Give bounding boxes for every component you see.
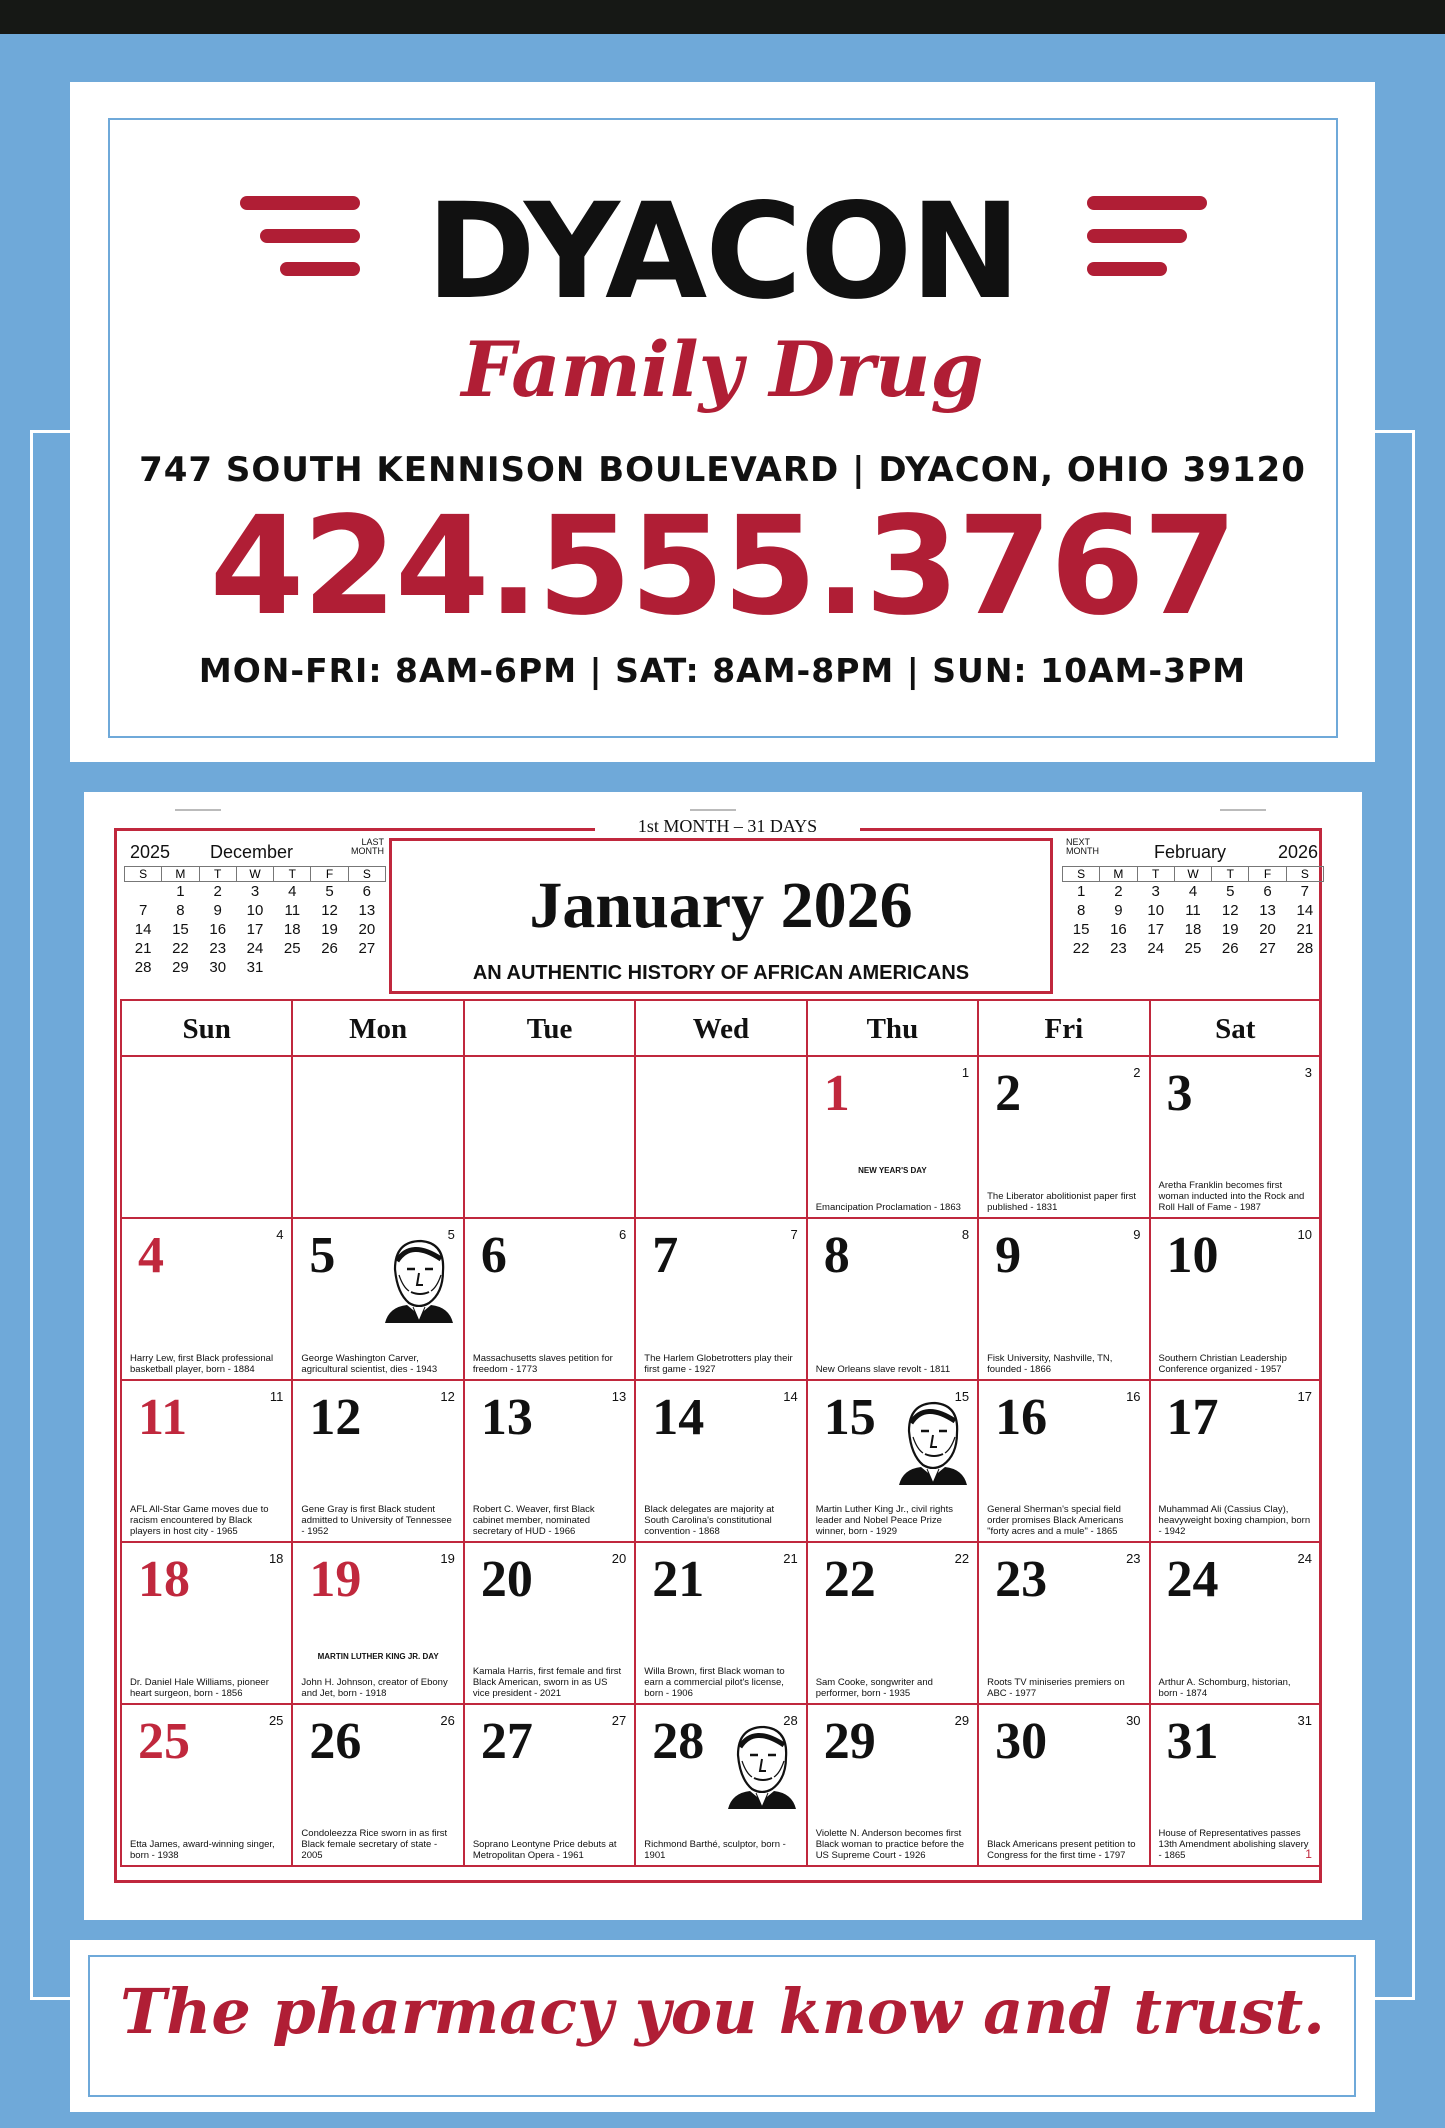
calendar-grid (120, 999, 1320, 1867)
day-number-small: 13 (611, 1389, 627, 1404)
mini-prev-day: 5 (325, 883, 334, 900)
weekday-wed: Wed (634, 999, 807, 1057)
mini-prev-weekday: S (348, 867, 385, 882)
day-cell-17 (1149, 1379, 1322, 1543)
day-number-small: 15 (954, 1389, 970, 1404)
store-hours: MON-FRI: 8AM-6PM | SAT: 8AM-8PM | SUN: 10AM-3PM (198, 651, 1247, 690)
day-number-small: 19 (440, 1551, 455, 1566)
mini-next-day: 24 (1147, 940, 1165, 957)
history-note: Martin Luther King Jr., civil rights leader and Nobel Peace Prize winner, born - 1929 (815, 1504, 953, 1537)
mini-next-day: 14 (1296, 902, 1314, 919)
mini-next-day: 28 (1296, 940, 1314, 957)
empty-day-cell (463, 1055, 636, 1219)
day-number-small: 9 (1133, 1227, 1141, 1242)
history-note: Massachusetts slaves petition for freedom - 1773 (472, 1353, 613, 1375)
mini-next-day: 12 (1221, 902, 1239, 919)
day-number: 14 (652, 1389, 705, 1446)
mini-prev-weekday: M (162, 867, 199, 882)
day-number-small: 30 (1126, 1713, 1141, 1728)
mini-prev-day: 22 (172, 940, 189, 957)
day-cell-3 (1149, 1055, 1322, 1219)
day-number: 25 (138, 1713, 190, 1770)
mini-next-day: 18 (1184, 921, 1202, 938)
mini-next-week (1063, 920, 1324, 939)
day-number-small: 20 (611, 1551, 627, 1566)
day-number: 11 (138, 1389, 188, 1446)
mini-next-week (1063, 939, 1324, 958)
mini-next-weekday: F (1249, 867, 1286, 882)
mini-calendar-next (1062, 838, 1324, 990)
day-number: 26 (309, 1713, 362, 1770)
mini-prev-day: 30 (209, 959, 227, 976)
weekday-header-row (120, 999, 1320, 1057)
store-address: 747 SOUTH KENNISON BOULEVARD | DYACON, OHIO 39120 (139, 450, 1306, 490)
history-note: AFL All-Star Game moves due to racism encountered by Black players in host city - 1965 (130, 1504, 269, 1537)
history-note: Sam Cooke, songwriter and performer, born - 1935 (815, 1677, 933, 1699)
day-cell-21 (634, 1541, 807, 1705)
empty-day-cell (634, 1055, 807, 1219)
mini-next-day: 20 (1259, 921, 1276, 938)
weekday-sat: Sat (1149, 999, 1322, 1057)
mini-prev-weekday: T (274, 867, 311, 882)
history-note: Richmond Barthé, sculptor, born - 1901 (644, 1839, 786, 1861)
day-cell-29 (806, 1703, 979, 1867)
day-number: 21 (652, 1551, 705, 1608)
mini-prev-day: 11 (284, 902, 301, 919)
mini-prev-day: 13 (358, 902, 376, 919)
mini-prev-day: 8 (176, 902, 185, 919)
day-number: 5 (309, 1227, 336, 1284)
history-note: Southern Christian Leadership Conference organized - 1957 (1158, 1353, 1287, 1375)
mini-prev-day: 15 (172, 921, 189, 938)
day-cell-28 (634, 1703, 807, 1867)
day-cell-5 (291, 1217, 464, 1381)
mini-prev-weekday: T (199, 867, 236, 882)
day-number-small: 8 (961, 1227, 970, 1242)
day-number-small: 17 (1297, 1389, 1312, 1404)
phone-number: 424.555.3767 (209, 488, 1236, 646)
mini-prev-day: 18 (283, 921, 301, 938)
hanger-mark (690, 809, 736, 811)
mini-prev-day: 31 (246, 959, 264, 976)
day-number: 6 (480, 1227, 507, 1284)
mini-prev-day: 29 (172, 959, 189, 976)
history-note: Soprano Leontyne Price debuts at Metropolitan Opera - 1961 (472, 1839, 617, 1861)
day-number: 16 (995, 1389, 1048, 1446)
history-note: Black delegates are majority at South Carolina's constitutional convention - 1868 (644, 1504, 775, 1537)
page-number: 1 (1305, 1847, 1312, 1861)
day-number: 10 (1166, 1227, 1219, 1284)
mini-prev-week (125, 958, 386, 977)
day-number: 7 (652, 1227, 679, 1284)
mini-next-weekday: T (1137, 867, 1174, 882)
day-cell-2 (977, 1055, 1150, 1219)
day-number-small: 21 (783, 1551, 798, 1566)
tagline: The pharmacy you know and trust. (120, 1975, 1325, 2048)
day-cell-20 (463, 1541, 636, 1705)
mini-next-year: 2026 (1277, 842, 1318, 862)
mini-prev-week (125, 882, 386, 902)
day-number-small: 29 (954, 1713, 970, 1728)
weekday-thu: Thu (806, 999, 979, 1057)
mini-next-week (1063, 901, 1324, 920)
mini-prev-day: 24 (246, 940, 264, 957)
day-number-small: 5 (447, 1227, 455, 1242)
week-row (120, 1055, 1320, 1219)
day-number: 4 (138, 1227, 164, 1284)
mini-next-day: 21 (1296, 921, 1314, 938)
day-number: 8 (823, 1227, 850, 1284)
weekday-sun: Sun (120, 999, 293, 1057)
history-note: The Liberator abolitionist paper first published - 1831 (987, 1191, 1137, 1213)
mini-prev-day: 6 (362, 883, 372, 900)
mini-next-week (1063, 882, 1324, 902)
mini-next-day: 19 (1221, 921, 1239, 938)
mini-prev-day: 28 (134, 959, 152, 976)
history-note: John H. Johnson, creator of Ebony and Jet, born - 1918 (301, 1677, 448, 1699)
mini-next-day: 10 (1147, 902, 1165, 919)
day-number: 24 (1166, 1551, 1219, 1608)
day-cell-25 (120, 1703, 293, 1867)
mini-next-day: 6 (1263, 883, 1272, 900)
mini-prev-day: 10 (246, 902, 264, 919)
day-number-small: 22 (954, 1551, 970, 1566)
day-number-small: 1 (961, 1065, 970, 1080)
mini-prev-day: 14 (134, 921, 152, 938)
mini-next-day: 15 (1072, 921, 1090, 938)
mini-next-month: February (1154, 842, 1227, 862)
history-note: Fisk University, Nashville, TN, founded - 1866 (987, 1353, 1113, 1375)
day-number: 27 (480, 1713, 533, 1770)
mini-prev-day: 26 (321, 940, 338, 957)
mini-next-day: 22 (1072, 940, 1090, 957)
week-row (120, 1379, 1320, 1543)
mini-next-day: 13 (1259, 902, 1276, 919)
holiday-label: MARTIN LUTHER KING JR. DAY (317, 1652, 439, 1661)
day-number-small: 7 (790, 1227, 798, 1242)
history-note: Muhammad Ali (Cassius Clay), heavyweight boxing champion, born - 1942 (1158, 1504, 1311, 1537)
mini-prev-day: 7 (138, 902, 148, 919)
portrait-illustration (895, 1397, 969, 1485)
mini-next-weekday: T (1212, 867, 1249, 882)
day-cell-14 (634, 1379, 807, 1543)
mini-prev-day: 20 (358, 921, 376, 938)
day-cell-8 (806, 1217, 979, 1381)
mini-prev-day: 25 (283, 940, 301, 957)
mini-prev-day: 23 (209, 940, 227, 957)
brand-name: DYACON (426, 175, 1019, 329)
history-note: Kamala Harris, first female and first Black American, sworn in as US vice president - 2021 (472, 1666, 622, 1699)
day-number-small: 26 (440, 1713, 455, 1728)
mini-next-day: 3 (1151, 883, 1160, 900)
day-number-small: 31 (1297, 1713, 1312, 1728)
day-cell-26 (291, 1703, 464, 1867)
day-number-small: 25 (268, 1713, 284, 1728)
calendar-title: January 2026 (529, 869, 913, 942)
holiday-label: NEW YEAR'S DAY (858, 1166, 927, 1175)
day-cell-27 (463, 1703, 636, 1867)
day-number: 20 (480, 1551, 533, 1608)
mini-next-day: 7 (1300, 883, 1310, 900)
day-cell-18 (120, 1541, 293, 1705)
mini-next-day: 25 (1184, 940, 1202, 957)
day-cell-24 (1149, 1541, 1322, 1705)
mini-next-weekday: M (1100, 867, 1137, 882)
mini-prev-day (274, 958, 311, 977)
day-cell-7 (634, 1217, 807, 1381)
day-cell-1 (806, 1055, 979, 1219)
day-cell-15 (806, 1379, 979, 1543)
mini-next-weekday: S (1063, 867, 1100, 882)
day-number-small: 6 (619, 1227, 627, 1242)
day-number: 2 (995, 1065, 1022, 1122)
mini-prev-day: 27 (358, 940, 376, 957)
mini-next-day: 23 (1110, 940, 1127, 957)
portrait-illustration (724, 1721, 798, 1809)
day-cell-30 (977, 1703, 1150, 1867)
calendar-subtitle: AN AUTHENTIC HISTORY OF AFRICAN AMERICANS (472, 962, 970, 984)
mini-calendar-prev (124, 838, 386, 990)
mini-prev-day (125, 882, 162, 902)
day-cell-13 (463, 1379, 636, 1543)
mini-next-day: 9 (1114, 902, 1123, 919)
day-number: 9 (995, 1227, 1022, 1284)
day-number: 28 (652, 1713, 705, 1770)
week-row (120, 1703, 1320, 1867)
mini-next-day: 1 (1076, 883, 1086, 900)
mini-prev-day (311, 958, 348, 977)
mini-next-day: 26 (1221, 940, 1239, 957)
history-note: Black Americans present petition to Congress for the first time - 1797 (987, 1839, 1136, 1861)
day-number-small: 11 (269, 1389, 284, 1404)
mini-prev-day: 2 (213, 883, 222, 900)
empty-day-cell (120, 1055, 293, 1219)
day-number: 23 (995, 1551, 1048, 1608)
day-cell-4 (120, 1217, 293, 1381)
history-note: Gene Gray is first Black student admitted to University of Tennessee - 1952 (301, 1504, 452, 1537)
history-note: Arthur A. Schomburg, historian, born - 1874 (1158, 1677, 1291, 1699)
history-note: Roots TV miniseries premiers on ABC - 1977 (987, 1677, 1125, 1699)
hanger-mark (175, 809, 221, 811)
top-bar (0, 0, 1445, 34)
day-number: 30 (995, 1713, 1048, 1770)
mini-prev-day: 16 (209, 921, 227, 938)
day-number: 15 (823, 1389, 876, 1446)
brand-script: Family Drug (461, 325, 984, 414)
history-note: Condoleezza Rice sworn in as first Black female secretary of state - 2005 (301, 1828, 448, 1861)
mini-prev-day: 12 (321, 902, 338, 919)
day-cell-23 (977, 1541, 1150, 1705)
history-note: General Sherman's special field order promises Black Americans "forty acres and a mule" - 1865 (987, 1504, 1124, 1537)
day-number: 17 (1166, 1389, 1219, 1446)
day-number: 29 (823, 1713, 876, 1770)
day-number: 18 (138, 1551, 190, 1608)
day-cell-12 (291, 1379, 464, 1543)
history-note: Willa Brown, first Black woman to earn a commercial pilot's license, born - 1906 (644, 1666, 785, 1699)
mini-prev-day: 21 (134, 940, 152, 957)
mini-next-day: 11 (1185, 902, 1201, 919)
history-note: George Washington Carver, agricultural scientist, dies - 1943 (301, 1353, 438, 1375)
mini-prev-day: 9 (213, 902, 222, 919)
day-cell-22 (806, 1541, 979, 1705)
history-note: Aretha Franklin becomes first woman inducted into the Rock and Roll Hall of Fame - 1987 (1158, 1180, 1305, 1213)
day-number-small: 3 (1304, 1065, 1312, 1080)
mini-prev-week (125, 920, 386, 939)
portrait-illustration (381, 1235, 455, 1323)
history-note: Etta James, award-winning singer, born - 1938 (130, 1839, 275, 1861)
mini-prev-year: 2025 (130, 842, 171, 862)
history-note: Emancipation Proclamation - 1863 (815, 1202, 961, 1213)
history-note: The Harlem Globetrotters play their first game - 1927 (644, 1353, 793, 1375)
mini-prev-day: 19 (321, 921, 338, 938)
day-cell-10 (1149, 1217, 1322, 1381)
mini-next-day: 27 (1259, 940, 1276, 957)
mini-prev-tag: LAST MONTH (351, 837, 384, 856)
history-note: House of Representatives passes 13th Amendment abolishing slavery - 1865 (1158, 1828, 1309, 1861)
day-number-small: 27 (611, 1713, 627, 1728)
mini-prev-week (125, 939, 386, 958)
day-number: 13 (480, 1389, 533, 1446)
history-note: Harry Lew, first Black professional basketball player, born - 1884 (130, 1353, 274, 1375)
mini-next-day: 2 (1114, 883, 1123, 900)
mini-prev-week (125, 901, 386, 920)
day-number: 31 (1166, 1713, 1219, 1770)
mini-prev-month: December (210, 842, 294, 862)
day-number-small: 16 (1126, 1389, 1141, 1404)
brand-logo (0, 175, 1445, 329)
week-row (120, 1541, 1320, 1705)
mini-next-day: 16 (1110, 921, 1127, 938)
history-note: New Orleans slave revolt - 1811 (815, 1364, 951, 1375)
mini-next-day: 8 (1076, 902, 1086, 919)
month-length-tag: 1st MONTH – 31 DAYS (595, 816, 860, 837)
weekday-tue: Tue (463, 999, 636, 1057)
weekday-mon: Mon (291, 999, 464, 1057)
day-number-small: 24 (1297, 1551, 1312, 1566)
day-number: 12 (309, 1389, 362, 1446)
day-number-small: 23 (1126, 1551, 1141, 1566)
day-number-small: 10 (1297, 1227, 1312, 1242)
mini-next-tag: NEXT MONTH (1066, 837, 1099, 856)
empty-day-cell (291, 1055, 464, 1219)
day-cell-11 (120, 1379, 293, 1543)
history-note: Violette N. Anderson becomes first Black woman to practice before the US Supreme Court - 1926 (815, 1828, 965, 1861)
day-number: 3 (1166, 1065, 1193, 1122)
day-number-small: 12 (440, 1389, 455, 1404)
mini-next-weekday: W (1174, 867, 1211, 882)
day-cell-16 (977, 1379, 1150, 1543)
day-cell-19 (291, 1541, 464, 1705)
day-cell-6 (463, 1217, 636, 1381)
day-cell-31 (1149, 1703, 1322, 1867)
mini-prev-day: 1 (176, 883, 185, 900)
day-number-small: 2 (1133, 1065, 1141, 1080)
day-number-small: 28 (783, 1713, 798, 1728)
day-number: 22 (823, 1551, 876, 1608)
day-number: 1 (823, 1065, 850, 1122)
mini-prev-weekday: S (125, 867, 162, 882)
mini-next-day: 5 (1226, 883, 1235, 900)
day-number-small: 14 (783, 1389, 798, 1404)
history-note: Dr. Daniel Hale Williams, pioneer heart surgeon, born - 1856 (130, 1677, 269, 1699)
weekday-fri: Fri (977, 999, 1150, 1057)
mini-prev-day: 3 (250, 883, 260, 900)
hanger-mark (1220, 809, 1266, 811)
day-number-small: 4 (276, 1227, 284, 1242)
mini-prev-weekday: F (311, 867, 348, 882)
mini-next-day: 17 (1147, 921, 1165, 938)
mini-next-weekday: S (1286, 867, 1323, 882)
mini-next-day: 4 (1188, 883, 1198, 900)
day-number-small: 18 (268, 1551, 284, 1566)
week-row (120, 1217, 1320, 1381)
day-number: 19 (309, 1551, 362, 1608)
history-note: Robert C. Weaver, first Black cabinet member, nominated secretary of HUD - 1966 (472, 1504, 595, 1537)
mini-prev-day (348, 958, 385, 977)
mini-prev-day: 4 (288, 883, 297, 900)
mini-prev-day: 17 (246, 921, 264, 938)
mini-prev-weekday: W (236, 867, 273, 882)
day-cell-9 (977, 1217, 1150, 1381)
